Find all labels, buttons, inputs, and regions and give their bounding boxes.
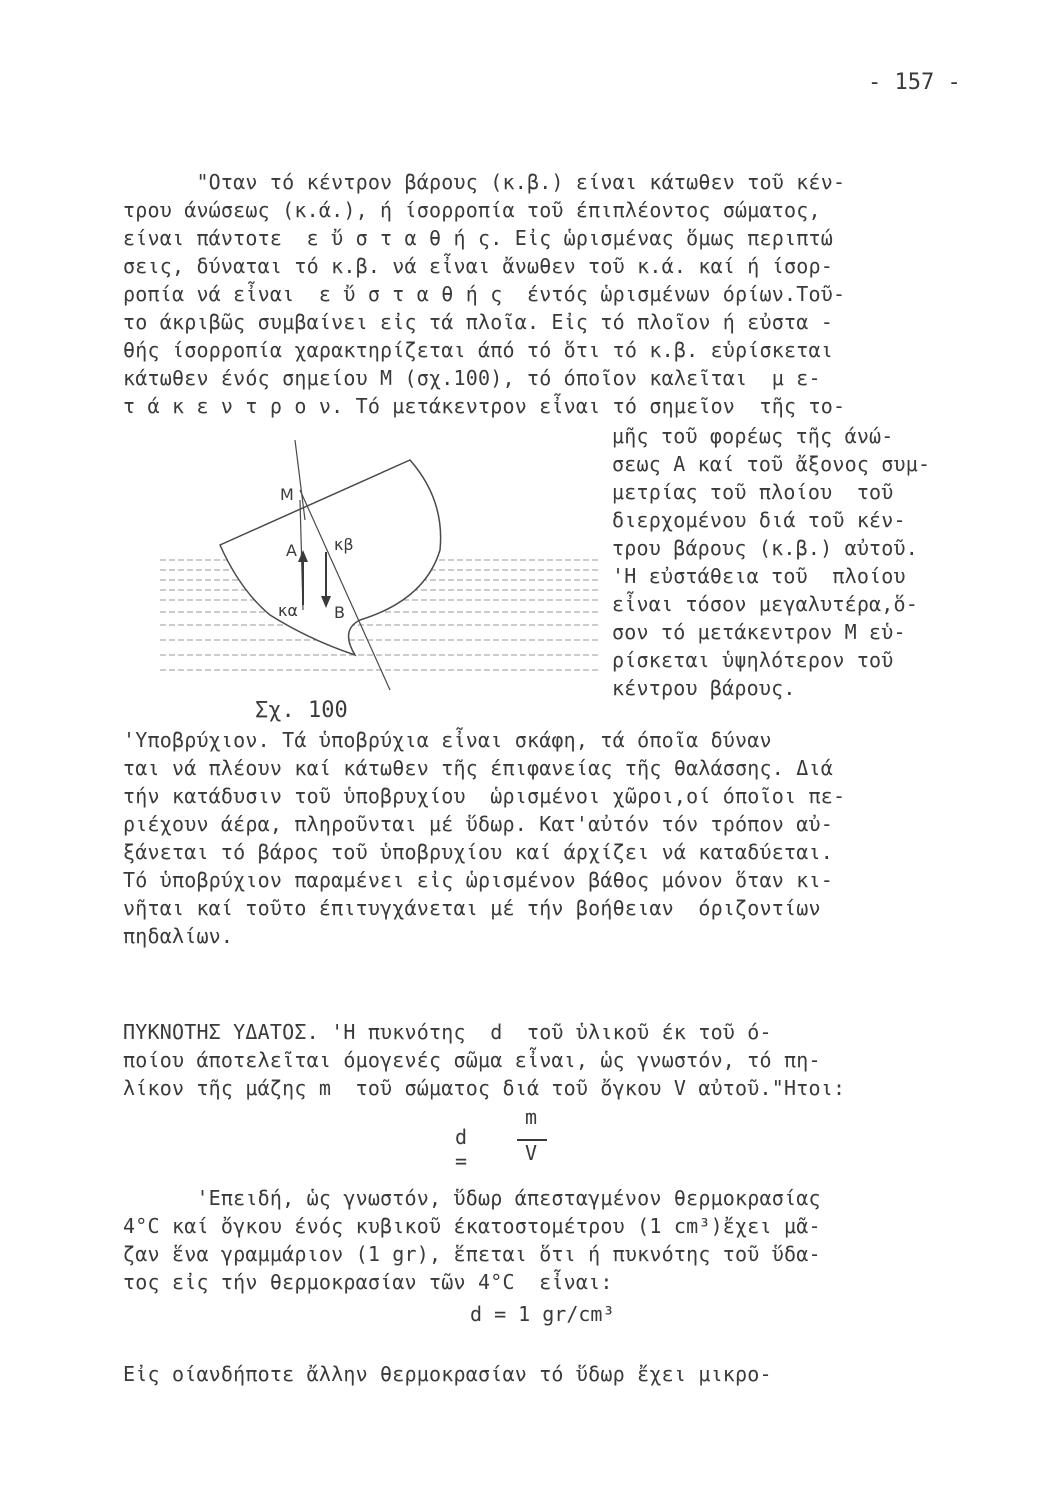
text-line: εἶναι τόσον μεγαλυτέρα,ὅ- bbox=[612, 592, 919, 616]
text-line: μῆς τοῦ φορέως τῆς άνώ- bbox=[612, 424, 894, 448]
text-line: το άκριβῶς συμβαίνει εἰς τά πλοῖα. Εἰς τό πλοῖον ή εὐστα - bbox=[123, 310, 833, 334]
text-line: ρίσκεται ὑψηλότερον τοῦ bbox=[612, 648, 894, 672]
figure-caption: Σχ. 100 bbox=[255, 698, 348, 723]
text-line: 'Η εὐστάθεια τοῦ πλοίου bbox=[612, 564, 906, 588]
text-line: μετρίας τοῦ πλοίου τοῦ bbox=[612, 480, 894, 504]
text-line: λίκον τῆς μάζης m τοῦ σώματος διά τοῦ ὄγκου V αὐτοῦ."Ητοι: bbox=[123, 1076, 846, 1100]
text-line: ποίου άποτελεῖται όμογενές σῶμα εἶναι, ὡς γνωστόν, τό πη- bbox=[123, 1048, 821, 1072]
text-line: σεις, δύναται τό κ.β. νά εἶναι ἄνωθεν τοῦ κ.ά. καί ή ίσορ- bbox=[123, 254, 833, 278]
text-line: 4°C καί ὄγκου ένός κυβικοῦ έκατοστομέτρου (1 cm³)ἔχει μᾶ- bbox=[123, 1214, 821, 1238]
text-line: ζαν ἕνα γραμμάριον (1 gr), ἕπεται ὅτι ή πυκνότης τοῦ ὕδα- bbox=[123, 1242, 821, 1266]
text-line: ριέχουν άέρα, πληροῦνται μέ ὕδωρ. Κατ'αὐτόν τόν τρόπον αὐ- bbox=[123, 812, 833, 836]
text-line: διερχομένου διά τοῦ κέν- bbox=[612, 508, 906, 532]
page-number: - 157 - bbox=[868, 70, 961, 95]
ship-stability-figure bbox=[160, 440, 610, 720]
text-line: Εἰς οίανδήποτε ἄλλην θερμοκρασίαν τό ὕδωρ ἔχει μικρο- bbox=[123, 1362, 772, 1386]
text-line: σον τό μετάκεντρον Μ εὑ- bbox=[612, 620, 906, 644]
text-line: πηδαλίων. bbox=[123, 924, 234, 948]
water-density-formula: d = 1 gr/cm³ bbox=[470, 1302, 615, 1326]
text-line: νῆται καί τοῦτο έπιτυγχάνεται μέ τήν βοήθειαν όριζοντίων bbox=[123, 896, 821, 920]
text-line: ξάνεται τό βάρος τοῦ ὑποβρυχίου καί άρχίζει νά καταδύεται. bbox=[123, 840, 833, 864]
text-line: Τό ὑποβρύχιον παραμένει εἰς ὡρισμένον βάθος μόνον ὅταν κι- bbox=[123, 868, 833, 892]
text-line: κέντρου βάρους. bbox=[612, 676, 796, 700]
label-a: Α bbox=[286, 541, 297, 560]
label-b: Β bbox=[334, 603, 345, 622]
text-line: "Οταν τό κέντρον βάρους (κ.β.) είναι κάτωθεν τοῦ κέν- bbox=[123, 170, 846, 194]
text-line: είναι πάντοτε ε ὔ σ τ α θ ή ς. Εἰς ὡρισμένας ὅμως περιπτώ bbox=[123, 226, 833, 250]
text-line: 'Υποβρύχιον. Τά ὑποβρύχια εἶναι σκάφη, τά όποῖα δύναν bbox=[123, 728, 772, 752]
formula-numerator: m bbox=[525, 1105, 538, 1129]
text-line: σεως Α καί τοῦ ἄξονος συμ- bbox=[612, 452, 931, 476]
label-kb: κβ bbox=[334, 535, 354, 554]
text-line: τρου βάρους (κ.β.) αὐτοῦ. bbox=[612, 536, 919, 560]
formula-lhs: d = bbox=[455, 1125, 468, 1173]
label-ka: κα bbox=[278, 601, 298, 620]
formula-denominator: V bbox=[525, 1141, 538, 1165]
text-line: τήν κατάδυσιν τοῦ ὑποβρυχίου ὡρισμένοι χῶροι,οί όποῖοι πε- bbox=[123, 784, 846, 808]
text-line: τος εἰς τήν θερμοκρασίαν τῶν 4°C εἶναι: bbox=[123, 1270, 613, 1294]
text-line: ροπία νά εἶναι ε ὔ σ τ α θ ή ς έντός ὡρισμένων όρίων.Τοῦ- bbox=[123, 282, 846, 306]
text-line: τ ά κ ε ν τ ρ ο ν. Τό μετάκεντρον εἶναι τό σημεῖον τῆς το- bbox=[123, 394, 846, 418]
text-line: θής ίσορροπία χαρακτηρίζεται άπό τό ὅτι τό κ.β. εὑρίσκεται bbox=[123, 338, 833, 362]
text-line: κάτωθεν ένός σημείου Μ (σχ.100), τό όποῖον καλεῖται μ ε- bbox=[123, 366, 821, 390]
text-line: ΠΥΚΝΟΤΗΣ ΥΔΑΤΟΣ. 'Η πυκνότης d τοῦ ὑλικοῦ έκ τοῦ ό- bbox=[123, 1020, 772, 1044]
text-line: τρου άνώσεως (κ.ά.), ή ίσορροπία τοῦ έπιπλέοντος σώματος, bbox=[123, 198, 821, 222]
text-line: 'Επειδή, ὡς γνωστόν, ὕδωρ άπεσταγμένον θερμοκρασίας bbox=[123, 1186, 821, 1210]
label-m: Μ bbox=[280, 485, 294, 504]
text-line: ται νά πλέουν καί κάτωθεν τῆς έπιφανείας τῆς θαλάσσης. Διά bbox=[123, 756, 833, 780]
